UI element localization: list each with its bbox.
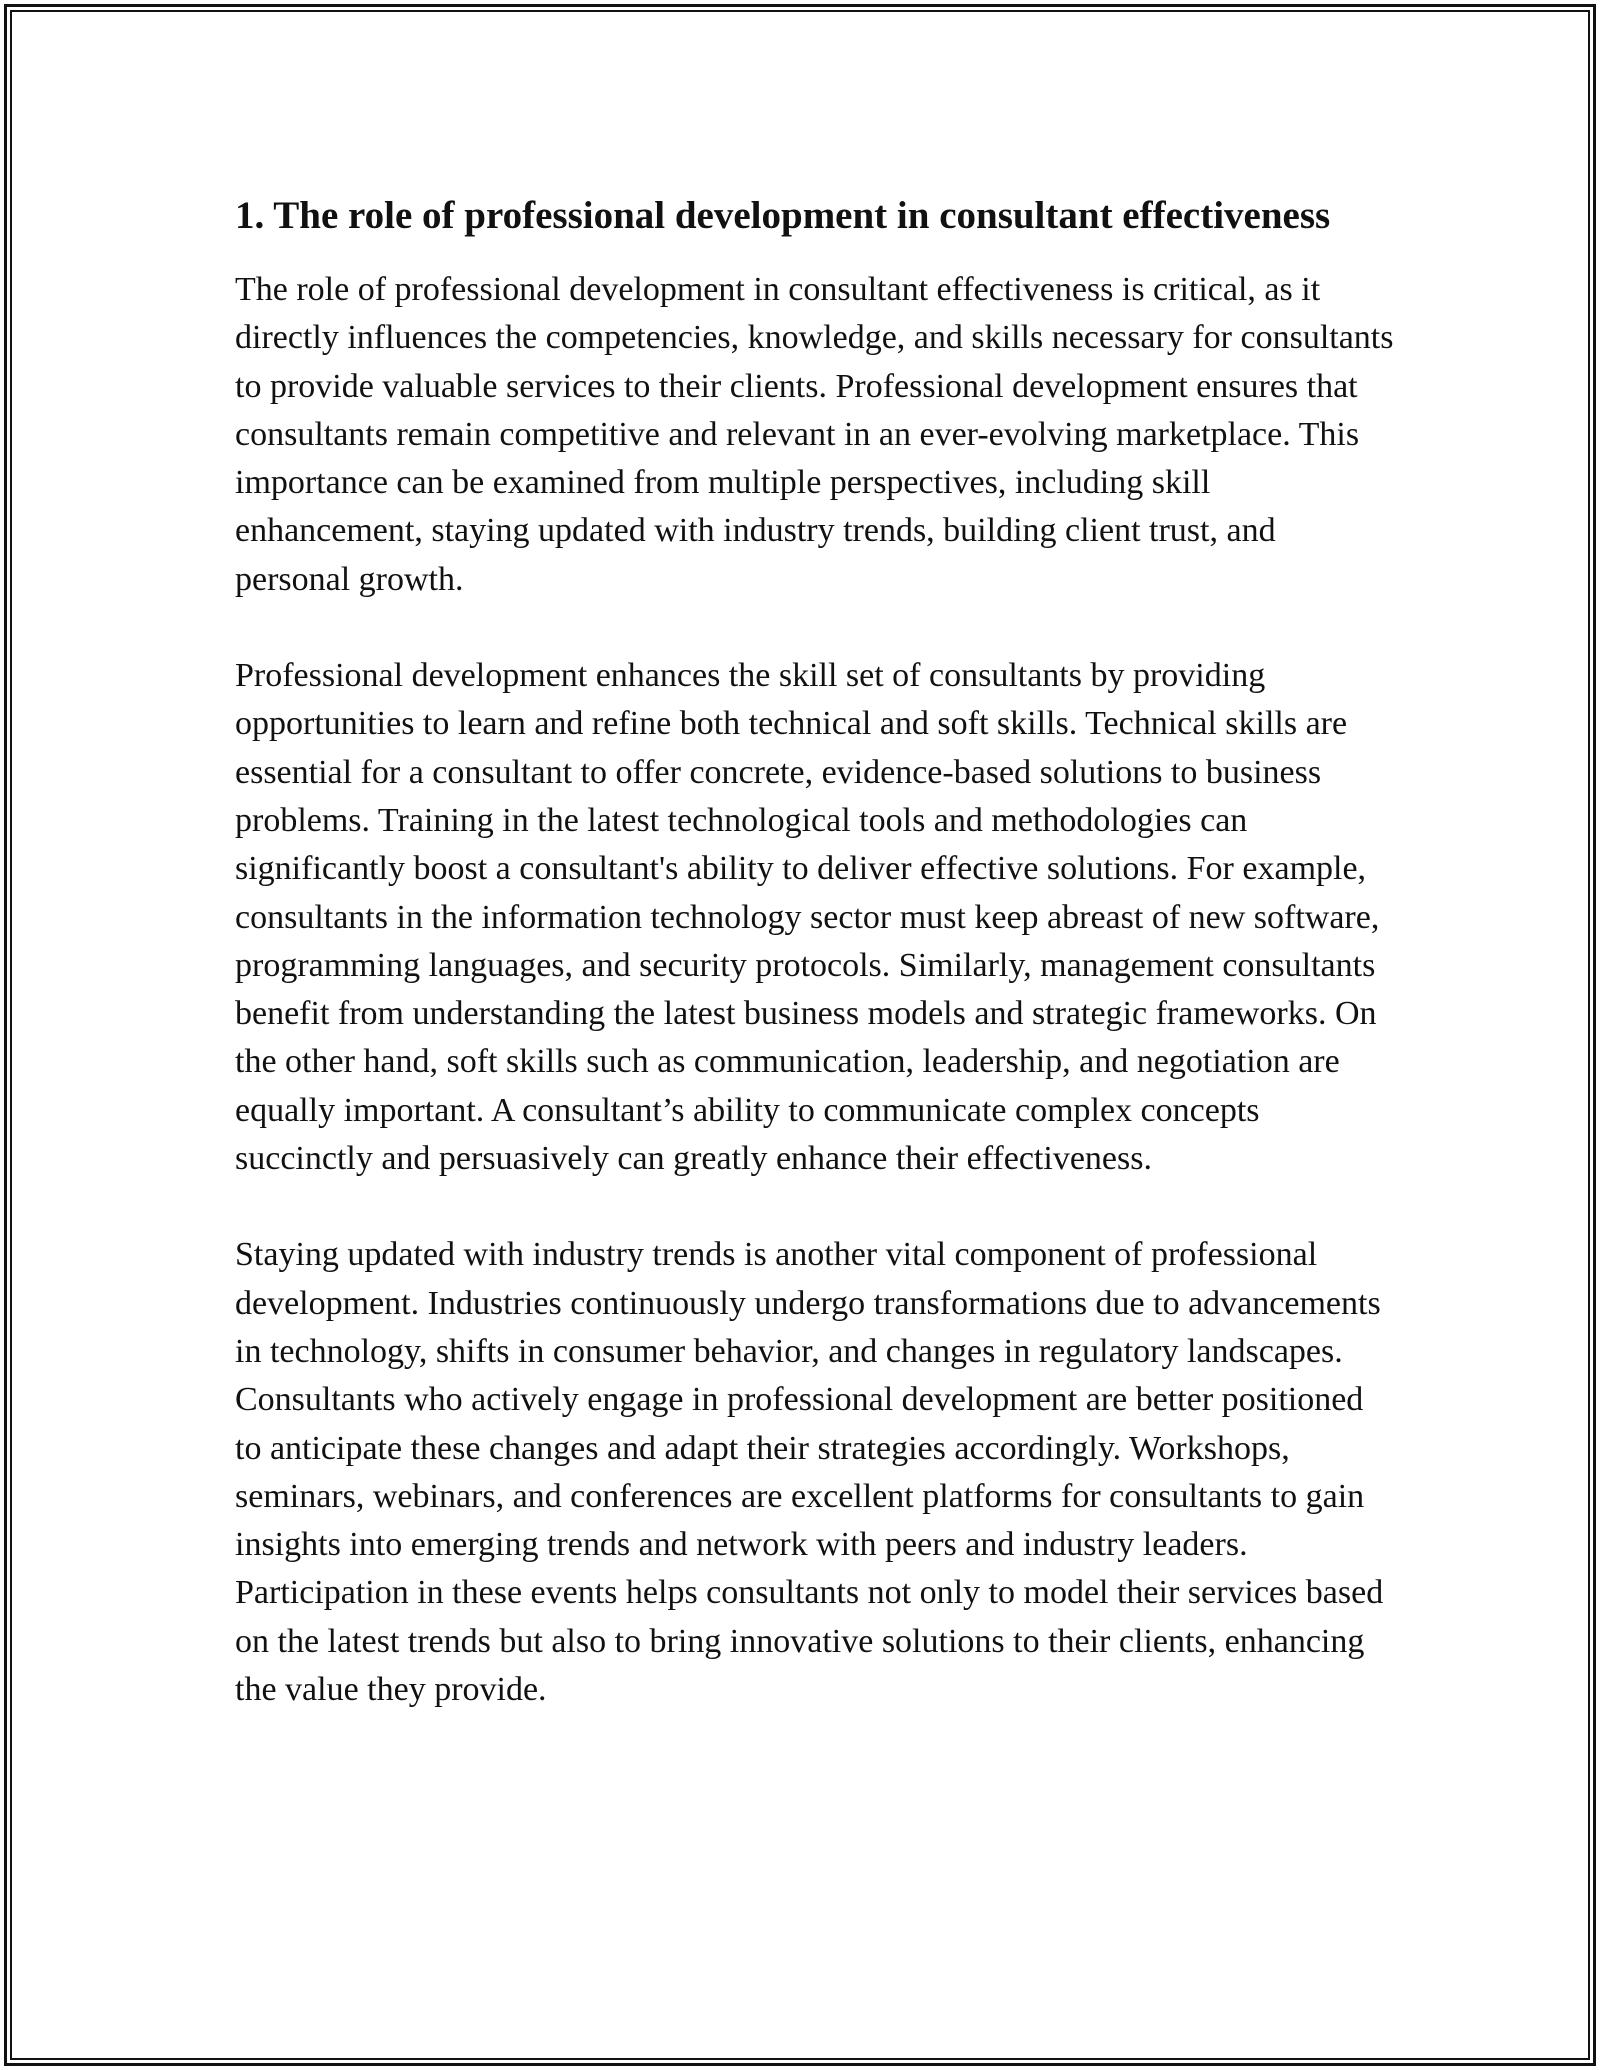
paragraph-skill-enhancement: Professional development enhances the skill set of consultants by providing opportunities to learn and refine both technical and soft skills. Technical skills are essential for a consultant to offer concrete, evidence-based solutions to business problems. Training in the latest technological tools and methodologies can significantly boost a consultant's ability to deliver effective solutions. For example, consultants in the information technology sector must keep abreast of new software, programming languages, and security protocols. Similarly, management consultants benefit from understanding the latest business models and strategic frameworks. On the other hand, soft skills such as communication, leadership, and negotiation are equally important. A consultant’s ability to communicate complex concepts succinctly and persuasively can greatly enhance their effectiveness. (235, 657, 1380, 1178)
document-body (235, 188, 1395, 1762)
paragraph-industry-trends: Staying updated with industry trends is another vital component of professional development. Industries continuously undergo transformations due to advancements in technology, shifts in consumer behavior, and changes in regulatory landscapes. Consultants who actively engage in professional development are better positioned to anticipate these changes and adapt their strategies accordingly. Workshops, seminars, webinars, and conferences are excellent platforms for consultants to gain insights into emerging trends and network with peers and industry leaders. Participation in these events helps consultants not only to model their services based on the latest trends but also to bring innovative solutions to their clients, enhancing the value they provide. (235, 1236, 1384, 1709)
section-heading: 1. The role of professional development in consultant effectiveness (235, 194, 1331, 237)
paragraph-intro: The role of professional development in consultant effectiveness is critical, as it directly influences the competencies, knowledge, and skills necessary for consultants to provide valuable services to their clients. Professional development ensures that consultants remain competitive and relevant in an ever-evolving marketplace. This importance can be examined from multiple perspectives, including skill enhancement, staying updated with industry trends, building client trust, and personal growth. (235, 271, 1394, 598)
